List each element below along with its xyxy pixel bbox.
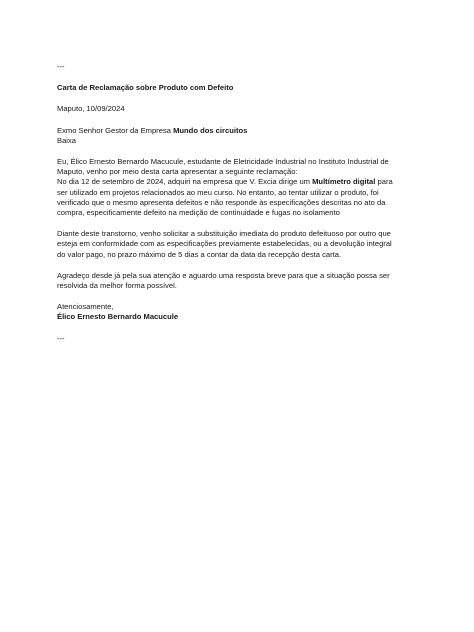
product-name: Multímetro digital	[312, 177, 376, 187]
recipient-company: Mundo dos circuitos	[173, 125, 248, 135]
paragraph-line: Diante deste transtorno, venho solicitar a substituição imediata do produto defeituoso por outro que	[57, 229, 391, 239]
paragraph-line: ser utilizado em projetos relacionados ao meu curso. No entanto, ao tentar utilizar o produto, foi	[57, 187, 379, 197]
spacer	[57, 146, 415, 157]
place-date: Maputo, 10/09/2024	[57, 104, 125, 114]
recipient-city: Baixa	[57, 135, 76, 145]
signature: Élico Ernesto Bernardo Macucule	[57, 312, 179, 322]
paragraph-line: resolvida da melhor forma possível.	[57, 281, 177, 291]
spacer	[57, 93, 415, 104]
paragraph-request	[57, 229, 415, 260]
spacer	[57, 72, 415, 83]
spacer	[57, 291, 415, 302]
paragraph-line: Eu, Élico Ernesto Bernardo Macucule, estudante de Eletricidade Industrial no Instituto Industrial de	[57, 157, 389, 167]
spacer	[57, 218, 415, 229]
recipient-line	[57, 126, 415, 136]
paragraph-line: Maputo, venho por meio desta carta apresentar a seguinte reclamação:	[57, 167, 298, 177]
top-marker: ---	[57, 62, 65, 71]
paragraph-line: Agradeço desde já pela sua atenção e aguardo uma resposta breve para que a situação possa ser	[57, 270, 390, 280]
letter-title: Carta de Reclamação sobre Produto com Defeito	[57, 83, 234, 93]
paragraph-thanks	[57, 271, 415, 291]
recipient-block	[57, 126, 415, 146]
spacer	[57, 260, 415, 271]
spacer	[57, 323, 415, 334]
bottom-marker: ---	[57, 333, 65, 343]
paragraph-line: compra, especificamente defeito na medição de continuidade e fugas no isolamento	[57, 208, 340, 218]
paragraph-line: do valor pago, no prazo máximo de 5 dias a contar da data da recepção desta carta.	[57, 249, 342, 259]
recipient-prefix: Exmo Senhor Gestor da Empresa	[57, 125, 174, 135]
letter-body	[57, 62, 415, 344]
paragraph-complaint	[57, 157, 415, 218]
paragraph-line: esteja em conformidade com as especificações previamente estabelecidas, ou a devolução integral	[57, 239, 392, 249]
spacer	[57, 115, 415, 126]
paragraph-line: verificado que o mesmo apresenta defeitos e não responde às especificações descritas no ato da	[57, 197, 386, 207]
paragraph-text: para	[375, 177, 393, 187]
paragraph-text: No dia 12 de setembro de 2024, adquiri na empresa que V. Excia dirige um	[57, 177, 313, 187]
paragraph-line	[57, 177, 415, 187]
closing: Atenciosamente,	[57, 302, 114, 312]
